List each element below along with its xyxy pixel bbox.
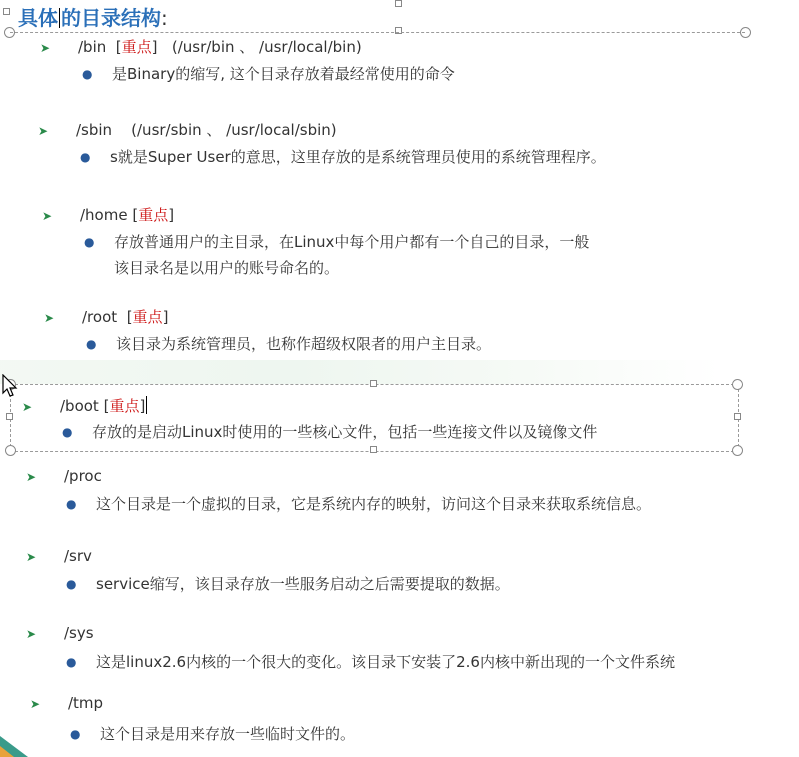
background-watermark <box>0 360 720 384</box>
arrow-bullet-icon: ➤ <box>44 311 55 325</box>
key-tag: 重点 <box>132 308 163 326</box>
dir-desc-home-line2: 该目录名是以用户的账号命名的。 <box>114 259 340 277</box>
dir-path: /root <box>82 308 118 326</box>
selection-handle[interactable] <box>732 379 743 390</box>
corner-decoration-icon <box>0 734 30 757</box>
dir-path: /srv <box>64 547 92 565</box>
dir-path: /bin <box>78 38 107 56</box>
dir-path: /boot <box>60 397 99 415</box>
dir-desc-boot: ● 存放的是启动Linux时使用的一些核心文件，包括一些连接文件以及镜像文件 <box>62 420 597 444</box>
selection-handle[interactable] <box>370 380 377 387</box>
arrow-bullet-icon: ➤ <box>30 697 41 711</box>
dir-entry-proc <box>26 467 102 485</box>
selection-handle[interactable] <box>395 0 402 7</box>
selection-border <box>10 32 745 33</box>
arrow-bullet-icon: ➤ <box>42 209 53 223</box>
selection-handle[interactable] <box>3 8 10 15</box>
dir-entry-root: ➤ /root [重点] <box>44 308 169 326</box>
title-part-2: 的目录结构 <box>61 6 161 30</box>
title-part-1: 具体 <box>18 6 58 30</box>
dir-desc-sbin: ● s就是Super User的意思，这里存放的是系统管理员使用的系统管理程序。 <box>80 145 606 169</box>
key-tag: 重点 <box>121 38 152 56</box>
dir-entry-boot: ➤ /boot [重点] <box>22 397 146 415</box>
dir-entry-bin: ➤ /bin [重点] (/usr/bin 、 /usr/local/bin) <box>40 38 362 56</box>
dot-bullet-icon: ● <box>62 425 73 439</box>
arrow-bullet-icon: ➤ <box>40 41 51 55</box>
selection-handle[interactable] <box>734 413 741 420</box>
dir-extra: (/usr/sbin 、 /usr/local/sbin) <box>131 121 337 139</box>
selection-handle[interactable] <box>370 446 377 453</box>
dir-entry-sbin <box>38 119 337 140</box>
arrow-bullet-icon: ➤ <box>26 550 37 564</box>
dot-bullet-icon: ● <box>80 150 91 164</box>
dir-desc-srv: ● service缩写，该目录存放一些服务启动之后需要提取的数据。 <box>66 572 510 596</box>
arrow-bullet-icon: ➤ <box>26 627 37 641</box>
dir-path: /proc <box>64 467 102 485</box>
dot-bullet-icon: ● <box>66 577 77 591</box>
arrow-bullet-icon: ➤ <box>26 470 37 484</box>
mouse-pointer-icon <box>2 374 18 398</box>
dir-desc-tmp: ● 这个目录是用来存放一些临时文件的。 <box>70 722 355 746</box>
dir-desc-bin: ● 是Binary的缩写, 这个目录存放着最经常使用的命令 <box>82 62 455 86</box>
dir-extra: (/usr/bin 、 /usr/local/bin) <box>171 38 362 56</box>
dir-path: /tmp <box>68 694 104 712</box>
dir-entry-tmp <box>30 694 103 712</box>
dir-entry-srv <box>26 547 92 565</box>
dir-desc-home: ● 存放普通用户的主目录，在Linux中每个用户都有一个自己的目录，一般 <box>84 230 589 254</box>
dot-bullet-icon: ● <box>86 337 97 351</box>
dir-path: /home <box>80 206 128 224</box>
title-colon: : <box>161 6 168 30</box>
dir-desc-proc: ● 这个目录是一个虚拟的目录，它是系统内存的映射，访问这个目录来获取系统信息。 <box>66 492 651 516</box>
selection-handle[interactable] <box>6 413 13 420</box>
dir-desc-sys: ● 这是linux2.6内核的一个很大的变化。该目录下安装了2.6内核中新出现的一个文件系统 <box>66 650 762 674</box>
dot-bullet-icon: ● <box>66 655 77 669</box>
key-tag: 重点 <box>109 397 140 415</box>
dot-bullet-icon: ● <box>84 235 95 249</box>
dir-desc-root: ● 该目录为系统管理员，也称作超级权限者的用户主目录。 <box>86 332 491 356</box>
text-cursor <box>146 396 147 414</box>
dir-entry-sys <box>26 624 94 642</box>
dir-path: /sys <box>64 624 94 642</box>
dot-bullet-icon: ● <box>66 497 77 511</box>
page-title[interactable] <box>18 2 168 31</box>
text-cursor <box>59 8 60 28</box>
dir-path: /sbin <box>76 121 113 139</box>
dot-bullet-icon: ● <box>82 67 93 81</box>
selection-handle[interactable] <box>732 445 743 456</box>
dot-bullet-icon: ● <box>70 727 81 741</box>
selection-handle[interactable] <box>5 445 16 456</box>
arrow-bullet-icon: ➤ <box>22 400 33 414</box>
dir-entry-home: ➤ /home [重点] <box>42 206 175 224</box>
key-tag: 重点 <box>138 206 169 224</box>
arrow-bullet-icon: ➤ <box>38 124 49 138</box>
